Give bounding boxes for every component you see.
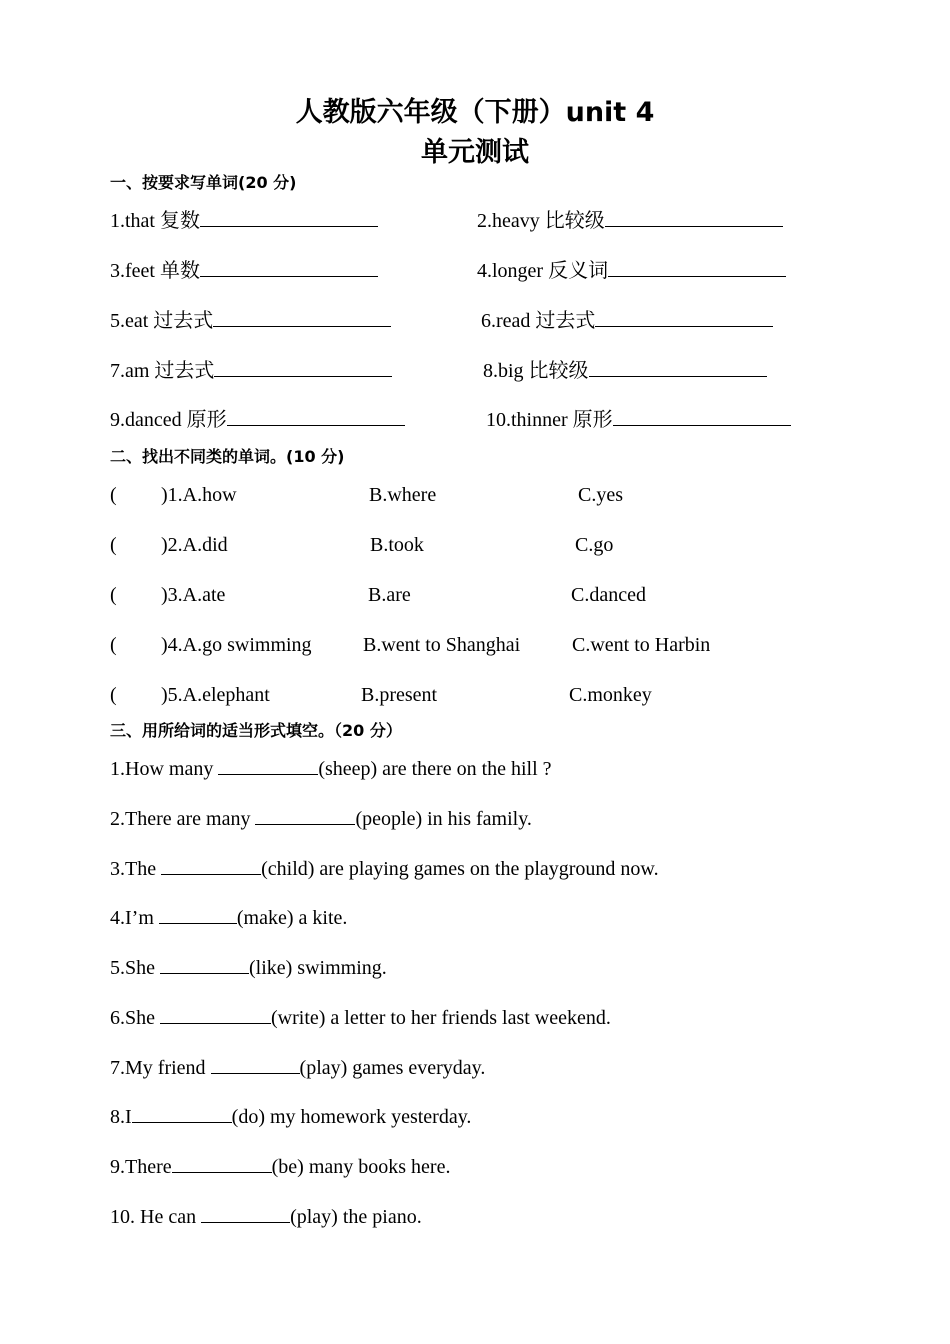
s3-item-7-post: (play) games everyday. <box>299 1057 486 1079</box>
s2-item-5-paren[interactable]: ( <box>110 684 117 706</box>
answer-blank[interactable] <box>589 358 767 377</box>
answer-blank[interactable] <box>159 905 237 924</box>
s1-item-4 <box>477 258 786 284</box>
s2-item-5-option-c: C.monkey <box>569 684 652 706</box>
answer-blank[interactable] <box>608 258 786 277</box>
answer-blank[interactable] <box>613 407 791 426</box>
s2-item-3-option-b: B.are <box>368 584 411 606</box>
s3-item-1-post: (sheep) are there on the hill ? <box>318 758 552 780</box>
s1-item-2 <box>477 208 783 234</box>
s1-item-10 <box>486 407 791 433</box>
s1-item-9-text: 9.danced 原形 <box>110 409 227 431</box>
answer-blank[interactable] <box>595 308 773 327</box>
section-2-heading: 二、找出不同类的单词。(10 分) <box>110 447 345 466</box>
s2-item-3-option-c: C.danced <box>571 584 646 606</box>
s2-item-2-option-b: B.took <box>370 534 424 556</box>
answer-blank[interactable] <box>213 308 391 327</box>
s1-item-7 <box>110 358 392 384</box>
s2-item-3-option-a: )3.A.ate <box>161 584 226 606</box>
s3-item-2-pre: 2.There are many <box>110 808 256 830</box>
s1-item-9 <box>110 407 405 433</box>
s1-item-1-text: 1.that 复数 <box>110 210 200 232</box>
answer-blank[interactable] <box>161 856 261 875</box>
answer-blank[interactable] <box>160 955 249 974</box>
s1-item-3-text: 3.feet 单数 <box>110 260 200 282</box>
s1-item-5-text: 5.eat 过去式 <box>110 310 214 332</box>
s3-item-3 <box>110 856 659 882</box>
answer-blank[interactable] <box>211 1055 300 1074</box>
answer-blank[interactable] <box>605 208 783 227</box>
s3-item-1-pre: 1.How many <box>110 758 219 780</box>
s1-item-6-text: 6.read 过去式 <box>481 310 596 332</box>
answer-blank[interactable] <box>201 1204 290 1223</box>
answer-blank[interactable] <box>160 1005 271 1024</box>
s1-item-2-text: 2.heavy 比较级 <box>477 210 605 232</box>
s2-item-2-option-a: )2.A.did <box>161 534 228 556</box>
s2-item-2-paren[interactable]: ( <box>110 534 117 556</box>
s3-item-8 <box>110 1104 471 1130</box>
s3-item-4-pre: 4.I’m <box>110 907 159 929</box>
s3-item-10 <box>110 1204 422 1230</box>
answer-blank[interactable] <box>200 208 378 227</box>
s3-item-8-post: (do) my homework yesterday. <box>231 1106 472 1128</box>
s2-item-5-option-a: )5.A.elephant <box>161 684 270 706</box>
s3-item-9-pre: 9.There <box>110 1156 172 1178</box>
s1-item-6 <box>481 308 773 334</box>
s2-item-1-option-b: B.where <box>369 484 437 506</box>
answer-blank[interactable] <box>218 756 318 775</box>
s1-item-1 <box>110 208 378 234</box>
s3-item-6-pre: 6.She <box>110 1007 160 1029</box>
s1-item-5 <box>110 308 391 334</box>
s3-item-5-pre: 5.She <box>110 957 160 979</box>
s2-item-2-option-c: C.go <box>575 534 614 556</box>
s2-item-4-option-b: B.went to Shanghai <box>363 634 521 656</box>
s2-item-1-option-a: )1.A.how <box>161 484 237 506</box>
s1-item-8 <box>483 358 767 384</box>
s2-item-4-option-c: C.went to Harbin <box>572 634 711 656</box>
s3-item-10-post: (play) the piano. <box>290 1206 422 1228</box>
answer-blank[interactable] <box>172 1154 272 1173</box>
answer-blank[interactable] <box>227 407 405 426</box>
s2-item-1-option-c: C.yes <box>578 484 623 506</box>
s3-item-8-pre: 8.I <box>110 1106 132 1128</box>
answer-blank[interactable] <box>132 1104 232 1123</box>
s3-item-6-post: (write) a letter to her friends last weekend. <box>271 1007 611 1029</box>
s3-item-9 <box>110 1154 450 1180</box>
s3-item-5 <box>110 955 387 981</box>
page-subtitle: 单元测试 <box>421 137 529 168</box>
section-1-heading: 一、按要求写单词(20 分) <box>110 173 297 192</box>
s3-item-9-post: (be) many books here. <box>271 1156 451 1178</box>
s3-item-1 <box>110 756 552 782</box>
s1-item-4-text: 4.longer 反义词 <box>477 260 609 282</box>
s3-item-3-pre: 3.The <box>110 858 162 880</box>
s3-item-6 <box>110 1005 611 1031</box>
section-3-heading: 三、用所给词的适当形式填空。（20 分） <box>110 721 402 740</box>
s2-item-4-option-a: )4.A.go swimming <box>161 634 312 656</box>
s2-item-3-paren[interactable]: ( <box>110 584 117 606</box>
s3-item-3-post: (child) are playing games on the playground now. <box>261 858 659 880</box>
s2-item-5-option-b: B.present <box>361 684 438 706</box>
s2-item-4-paren[interactable]: ( <box>110 634 117 656</box>
s3-item-5-post: (like) swimming. <box>249 957 387 979</box>
s3-item-7 <box>110 1055 485 1081</box>
s3-item-2 <box>110 806 532 832</box>
s1-item-10-text: 10.thinner 原形 <box>486 409 613 431</box>
answer-blank[interactable] <box>255 806 355 825</box>
page-title: 人教版六年级（下册）unit 4 <box>295 97 655 128</box>
s1-item-7-text: 7.am 过去式 <box>110 360 215 382</box>
s1-item-8-text: 8.big 比较级 <box>483 360 589 382</box>
s3-item-4 <box>110 905 347 931</box>
s3-item-4-post: (make) a kite. <box>236 907 348 929</box>
s3-item-2-post: (people) in his family. <box>355 808 532 830</box>
answer-blank[interactable] <box>214 358 392 377</box>
s3-item-7-pre: 7.My friend <box>110 1057 211 1079</box>
s1-item-3 <box>110 258 378 284</box>
answer-blank[interactable] <box>200 258 378 277</box>
s3-item-10-pre: 10. He can <box>110 1206 202 1228</box>
s2-item-1-paren[interactable]: ( <box>110 484 117 506</box>
